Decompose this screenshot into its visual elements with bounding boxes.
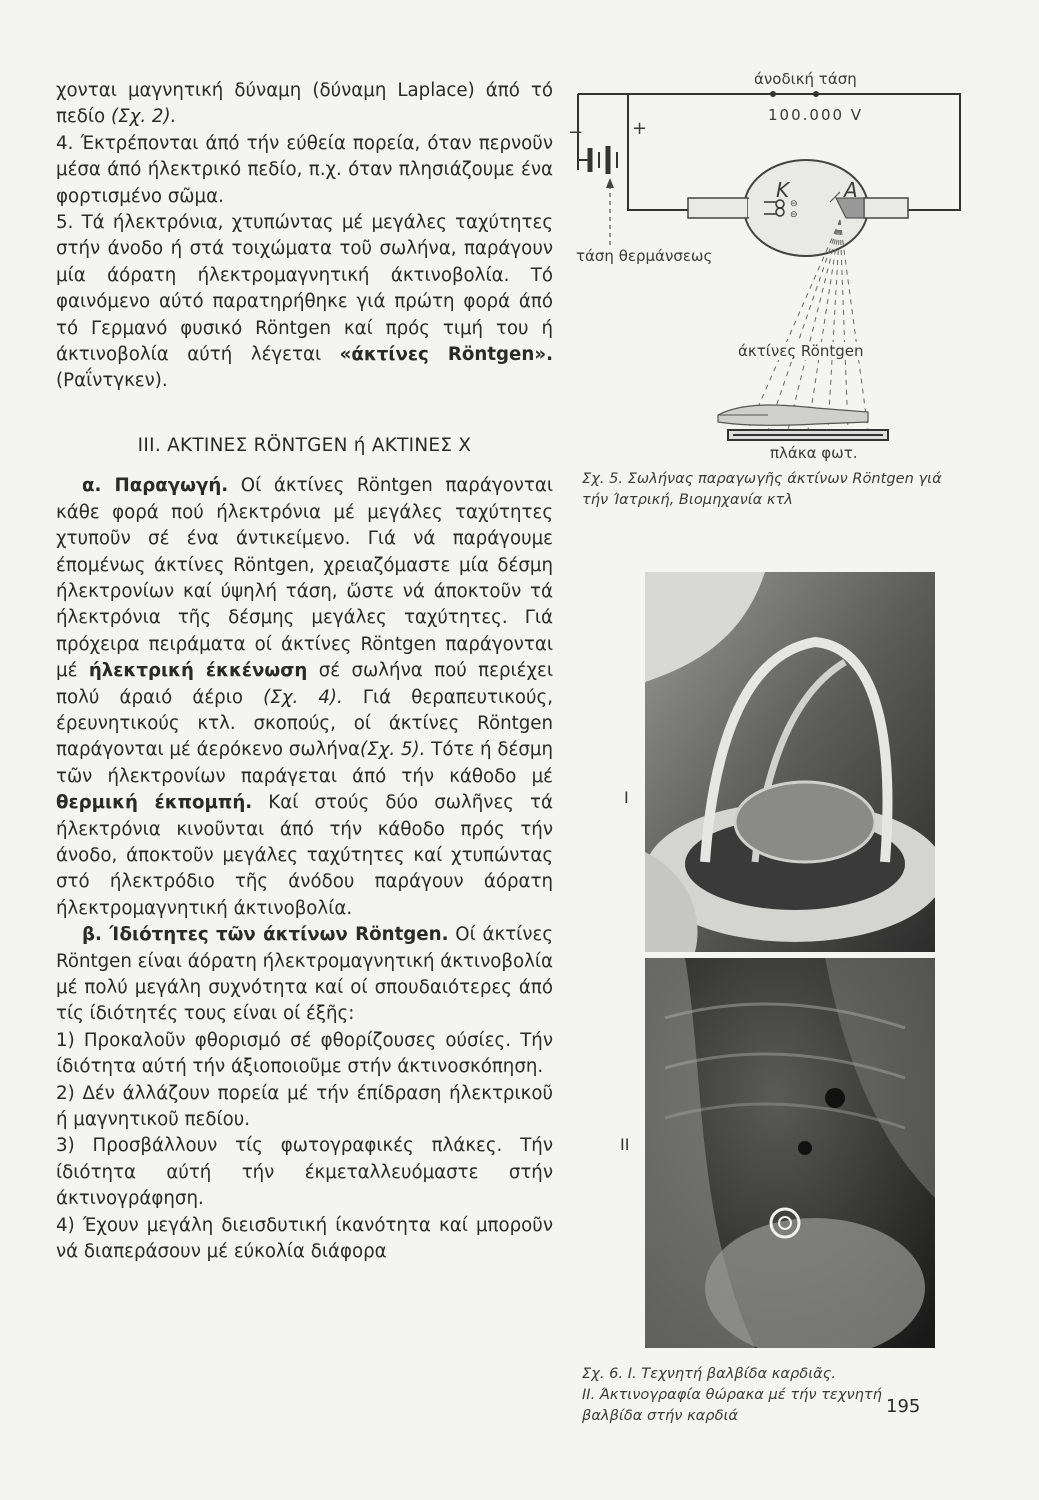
paragraph-properties: β. Ίδιότητες τῶν άκτίνων Röntgen. Οί άκτίνες Röntgen είναι άόρατη ήλεκτρομαγνητική άκτινοβολία μέ πολύ μεγάλη συχνότητα καί οί σπουδαιότερες άπό τίς ίδιότητές τους είναι οί έξῆς: [56,924,554,1025]
figure-ref: (Σχ. 2). [110,106,177,128]
cathode-label: K [776,178,790,202]
xray-tube-drawing [568,70,968,465]
paragraph-xray-discovery: 5. Τά ήλεκτρόνια, χτυπώντας μέ μεγάλες ταχύτητες στήν άνοδο ή στά τοιχώματα τοῦ σωλήνα, παράγουν μία άόρατη ήλεκτρομαγνητική άκτινοβολία. Τό φαινόμενο αύτό παρατηρήθηκε γιά πρώτη φορά άπό τό Γερμανό φυσικό Röntgen καί πρός τιμή του ή άκτινοβολία αύτή λέγεται «άκτίνες Röntgen». (Ραΐντγκεν). [56,212,553,392]
plus-label: + [632,118,648,139]
artificial-valve-photo [645,572,935,952]
chest-xray-photo [645,958,935,1348]
xray-label: άκτίνες Röntgen [738,342,864,360]
list-item: 3) Προσβάλλουν τίς φωτογραφικές πλάκες. Τήν ίδιότητα αύτή τήν έκμεταλλευόμαστε στήν άκτινογράφηση. [56,1135,553,1210]
list-item: 4) Έχουν μεγάλη διεισδυτική ίκανότητα καί μποροῦν νά διαπεράσουν μέ εύκολία διάφορα [56,1214,553,1263]
anode-voltage-label: άνοδική τάση [754,70,857,88]
main-text-column [56,78,553,1265]
xray-photo-drawing [645,958,935,1348]
page-number: 195 [886,1396,921,1417]
figure5-caption: Σχ. 5. Σωλήνας παραγωγῆς άκτίνων Röntgen γιά τήν Ίατρική, Βιομηχανία κτλ [582,470,942,508]
paragraph-laplace: χονται μαγνητική δύναμη (δύναμη Laplace) άπό τό πεδίο (Σχ. 2). [56,80,553,128]
valve-photo-drawing [645,572,935,952]
section-heading: III. ΑΚΤΙΝΕΣ RÖNTGEN ή ΑΚΤΙΝΕΣ Χ [137,434,472,456]
anode-label: A [844,178,858,202]
svg-text:⊖: ⊖ [790,210,798,220]
list-item: 1) Προκαλοῦν φθορισμό σέ φθορίζουσες ούσίες. Τήν ίδιότητα αύτή τήν άξιοποιοῦμε στήν άκτινοσκόπηση. [56,1029,553,1078]
minus-label: − [568,122,584,143]
figure6-caption: Σχ. 6. I. Τεχνητή βαλβίδα καρδιᾶς. II. Άκτινογραφία θώρακα μέ τήν τεχνητή βαλβίδα στήν καρδιά [582,1365,882,1424]
figure6-label-2: II [620,1135,630,1154]
heating-voltage-label: τάση θερμάνσεως [576,247,713,265]
plate-label: πλάκα φωτ. [770,444,858,462]
paragraph-production: α. Παραγωγή. Οί άκτίνες Röntgen παράγονται κάθε φορά πού ήλεκτρόνια μέ μεγάλες ταχύτητες χτυποῦν σέ ένα άντικείμενο. Γιά νά παράγουμε έπομένως άκτίνες Röntgen, χρειαζόμαστε μία δέσμη ήλεκτρονίων καί ύψηλή τάση, ὥστε νά άποκτοῦν τά ήλεκτρόνια τῆς δέσμης μεγάλες ταχύτητες. Γιά πρόχειρα πειράματα οί άκτίνες Röntgen παράγονται μέ ήλεκτρική έκκένωση σέ σωλήνα πού περιέχει πολύ άραιό άέριο (Σχ. 4). Γιά θεραπευτικούς, έρευνητικούς κτλ. σκοπούς, οί άκτίνες Röntgen παράγονται μέ άερόκενο σωλήνα(Σχ. 5). Τότε ή δέσμη τῶν ήλεκτρονίων παράγεται άπό τήν κάθοδο μέ θερμική έκπομπή. Καί στούς δύο σωλῆνες τά ήλεκτρόνια κινοῦνται άπό τήν κάθοδο πρός τήν άνοδο, άποκτοῦν μεγάλες ταχύτητες καί χτυπώντας στό ήλεκτρόδιο τῆς άνόδου παράγουν άόρατη ήλεκτρομαγνητική άκτινοβολία. [56,475,553,919]
paragraph-deflection: 4. Έκτρέπονται άπό τήν εύθεία πορεία, όταν περνοῦν μέσα άπό ήλεκτρικό πεδίο, π.χ. όταν πλησιάζουμε ένα φορτισμένο σῶμα. [56,132,553,207]
xray-tube-diagram [568,70,968,465]
svg-text:⊖: ⊖ [790,199,798,209]
voltage-value-label: 100.000 V [768,106,864,124]
list-item: 2) Δέν άλλάζουν πορεία μέ τήν έπίδραση ήλεκτρικοῦ ή μαγνητικοῦ πεδίου. [56,1082,553,1131]
figure6-label-1: I [624,788,629,807]
